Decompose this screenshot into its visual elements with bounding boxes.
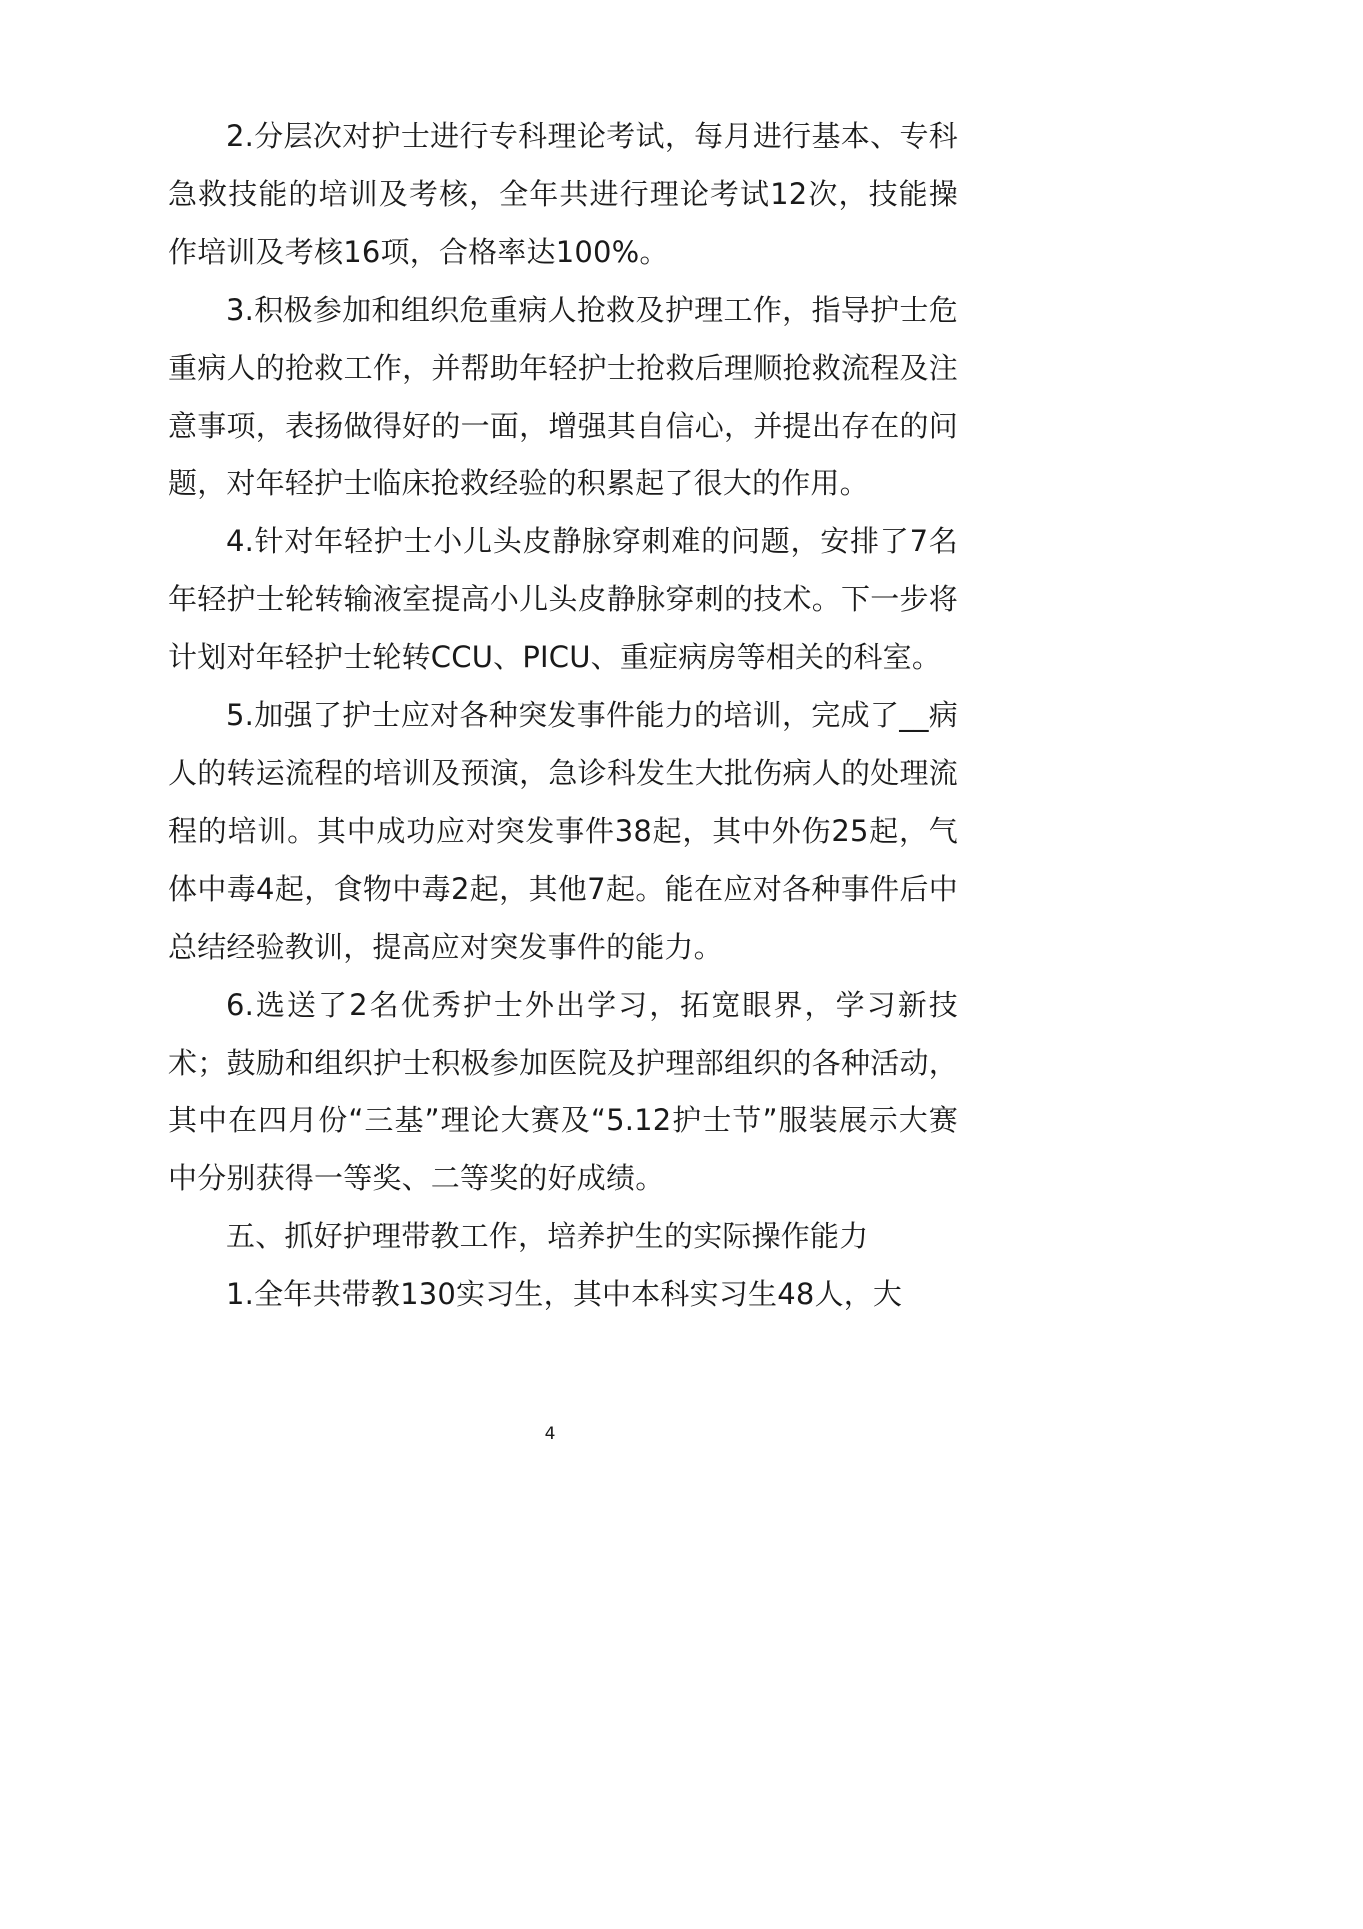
document-body — [168, 108, 958, 1324]
section-heading-teaching: 五、抓好护理带教工作，培养护生的实际操作能力 — [226, 1219, 869, 1254]
paragraph-item-5-emergency: 5.加强了护士应对各种突发事件能力的培训，完成了__病人的转运流程的培训及预演，急诊科发生大批伤病人的处理流程的培训。其中成功应对突发事件38起，其中外伤25起，气体中毒4起，食物中毒2起，其他7起。能在应对各种事件后中总结经验教训，提高应对突发事件的能力。 — [168, 698, 958, 964]
paragraph-item-6-training: 6.选送了2名优秀护士外出学习，拓宽眼界，学习新技术；鼓励和组织护士积极参加医院及护理部组织的各种活动，其中在四月份“三基”理论大赛及“5.12护士节”服装展示大赛中分别获得一等奖、二等奖的好成绩。 — [168, 987, 958, 1196]
paragraph-item-2-exams: 2.分层次对护士进行专科理论考试，每月进行基本、专科急救技能的培训及考核，全年共进行理论考试12次，技能操作培训及考核16项，合格率达100%。 — [168, 119, 958, 269]
paragraph-item-3-rescue: 3.积极参加和组织危重病人抢救及护理工作，指导护士危重病人的抢救工作，并帮助年轻护士抢救后理顺抢救流程及注意事项，表扬做得好的一面，增强其自信心，并提出存在的问题，对年轻护士临床抢救经验的积累起了很大的作用。 — [168, 292, 958, 501]
paragraph-item-4-venipuncture: 4.针对年轻护士小儿头皮静脉穿刺难的问题，安排了7名年轻护士轮转输液室提高小儿头皮静脉穿刺的技术。下一步将计划对年轻护士轮转CCU、PICU、重症病房等相关的科室。 — [168, 524, 958, 675]
page-number: 4 — [544, 1424, 556, 1444]
paragraph-item-1-interns: 1.全年共带教130实习生，其中本科实习生48人，大 — [226, 1277, 903, 1312]
